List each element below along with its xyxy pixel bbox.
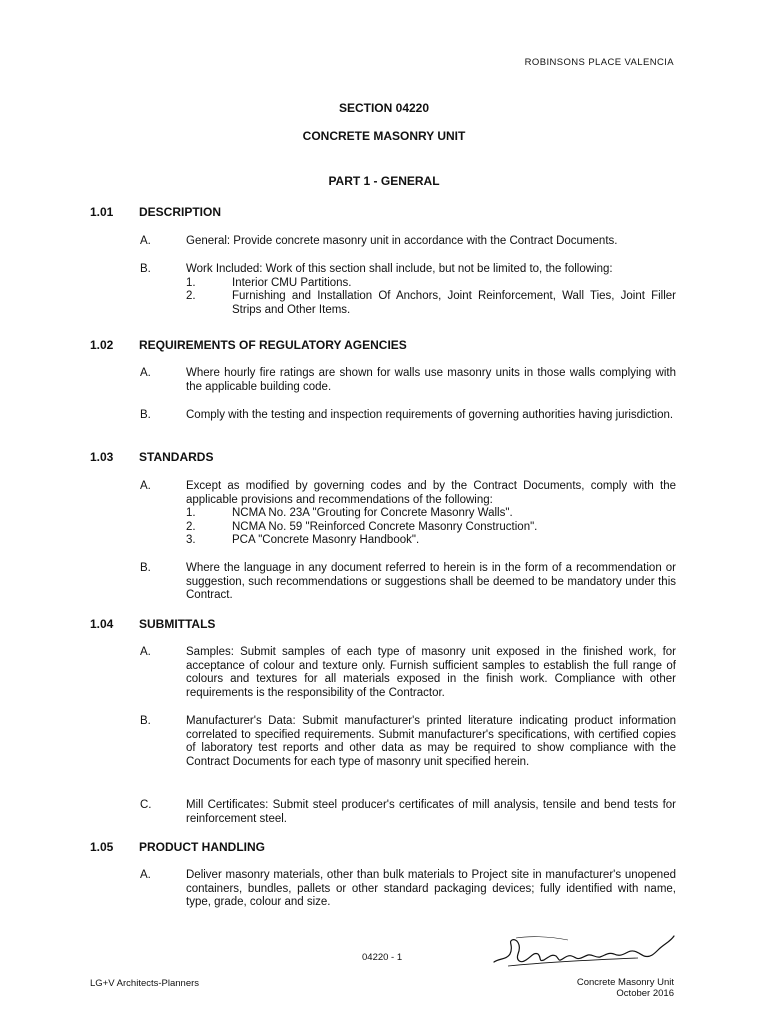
- sub-number: 2.: [186, 290, 196, 302]
- item-text: Except as modified by governing codes and by the Contract Documents, comply with the applicable provisions and recommendations of the following:: [186, 480, 676, 506]
- sub-number: 1.: [186, 276, 196, 289]
- firm-name: LG+V Architects-Planners: [90, 978, 200, 989]
- project-name: ROBINSONS PLACE VALENCIA: [524, 57, 674, 68]
- sub-item: [186, 277, 676, 291]
- doc-date: October 2016: [616, 988, 674, 999]
- item-text: Where the language in any document referred to herein is in the form of a recommendation or suggestion, such recommendations or suggestions shall be deemed to be mandatory under this Contract.: [186, 562, 676, 601]
- section-1-04-heading: [90, 618, 680, 632]
- item-letter: A.: [140, 235, 151, 247]
- sub-item: [186, 534, 676, 548]
- sub-number: 1.: [186, 507, 196, 519]
- item-1-04-a: [140, 646, 676, 700]
- sub-text: NCMA No. 59 "Reinforced Concrete Masonry Construction".: [232, 520, 538, 533]
- doc-footer: [577, 977, 674, 999]
- section-number: 1.02: [90, 338, 114, 352]
- section-number: SECTION 04220: [338, 101, 430, 115]
- item-text: Mill Certificates: Submit steel producer's certificates of mill analysis, tensile and bend tests for reinforcement steel.: [186, 799, 676, 825]
- sub-text: NCMA No. 23A "Grouting for Concrete Masonry Walls".: [232, 507, 513, 519]
- item-letter: C.: [140, 799, 152, 811]
- item-letter: A.: [140, 480, 151, 492]
- section-1-01-heading: [90, 206, 680, 220]
- part-title: PART 1 - GENERAL: [328, 174, 440, 188]
- item-letter: A.: [140, 646, 151, 658]
- section-heading: STANDARDS: [139, 450, 214, 464]
- item-1-01-b: [140, 263, 676, 317]
- item-text: Work Included: Work of this section shall include, but not be limited to, the following:: [186, 263, 613, 275]
- item-1-01-a: [140, 235, 676, 249]
- item-letter: A.: [140, 367, 151, 379]
- sub-text: Furnishing and Installation Of Anchors, Joint Reinforcement, Wall Ties, Joint Filler Strips and Other Items.: [232, 290, 676, 316]
- sub-item: [186, 521, 676, 535]
- item-1-04-c: [140, 799, 676, 826]
- sub-item: [186, 290, 676, 317]
- item-1-03-b: [140, 562, 676, 603]
- section-number: 1.01: [90, 205, 114, 219]
- item-text: Where hourly fire ratings are shown for walls use masonry units in those walls complying with the applicable building code.: [186, 367, 676, 393]
- item-text: Deliver masonry materials, other than bulk materials to Project site in manufacturer's unopened containers, bundles, pallets or other standard packaging devices; fully identified with name, type, grade, colour and size.: [186, 869, 676, 908]
- signature-image: [488, 930, 680, 974]
- item-1-03-a: [140, 480, 676, 548]
- sub-item: [186, 507, 676, 521]
- section-heading: PRODUCT HANDLING: [139, 840, 265, 854]
- section-number: 1.04: [90, 617, 114, 631]
- sub-text: Interior CMU Partitions.: [232, 276, 352, 289]
- item-text: General: Provide concrete masonry unit in accordance with the Contract Documents.: [186, 235, 618, 247]
- section-heading: DESCRIPTION: [139, 205, 222, 219]
- item-text: Manufacturer's Data: Submit manufacturer's printed literature indicating product information correlated to specified requirements. Submit manufacturer's specifications, with certified copies of laboratory test reports and other data as may be required to show compliance with the Contract Documents for each type of masonry unit specified herein.: [186, 715, 676, 768]
- sub-number: 2.: [186, 520, 196, 533]
- section-name: CONCRETE MASONRY UNIT: [302, 129, 466, 143]
- section-heading: REQUIREMENTS OF REGULATORY AGENCIES: [139, 338, 407, 352]
- item-1-04-b: [140, 715, 676, 769]
- item-letter: B.: [140, 562, 151, 574]
- doc-title: Concrete Masonry Unit: [576, 977, 674, 988]
- item-1-05-a: [140, 869, 676, 910]
- item-1-02-b: [140, 409, 676, 423]
- section-number: 1.03: [90, 450, 114, 464]
- item-letter: B.: [140, 715, 151, 727]
- sub-number: 3.: [186, 534, 196, 546]
- item-letter: B.: [140, 409, 151, 421]
- item-letter: B.: [140, 263, 151, 275]
- item-letter: A.: [140, 869, 151, 881]
- section-1-02-heading: [90, 339, 680, 353]
- item-text: Comply with the testing and inspection requirements of governing authorities having jurisdiction.: [186, 409, 674, 421]
- page-number: 04220 - 1: [362, 952, 403, 963]
- section-number: 1.05: [90, 840, 114, 854]
- sub-text: PCA "Concrete Masonry Handbook".: [232, 534, 420, 546]
- section-heading: SUBMITTALS: [139, 617, 216, 631]
- item-text: Samples: Submit samples of each type of masonry unit exposed in the finished work, for acceptance of colour and texture only. Furnish sufficient samples to establish the full range of colours and textures for all materials exposed in the finish work. Compliance with other requirements is the responsibility of the Contractor.: [186, 646, 676, 699]
- section-1-03-heading: [90, 451, 680, 465]
- item-1-02-a: [140, 367, 676, 394]
- section-1-05-heading: [90, 841, 680, 855]
